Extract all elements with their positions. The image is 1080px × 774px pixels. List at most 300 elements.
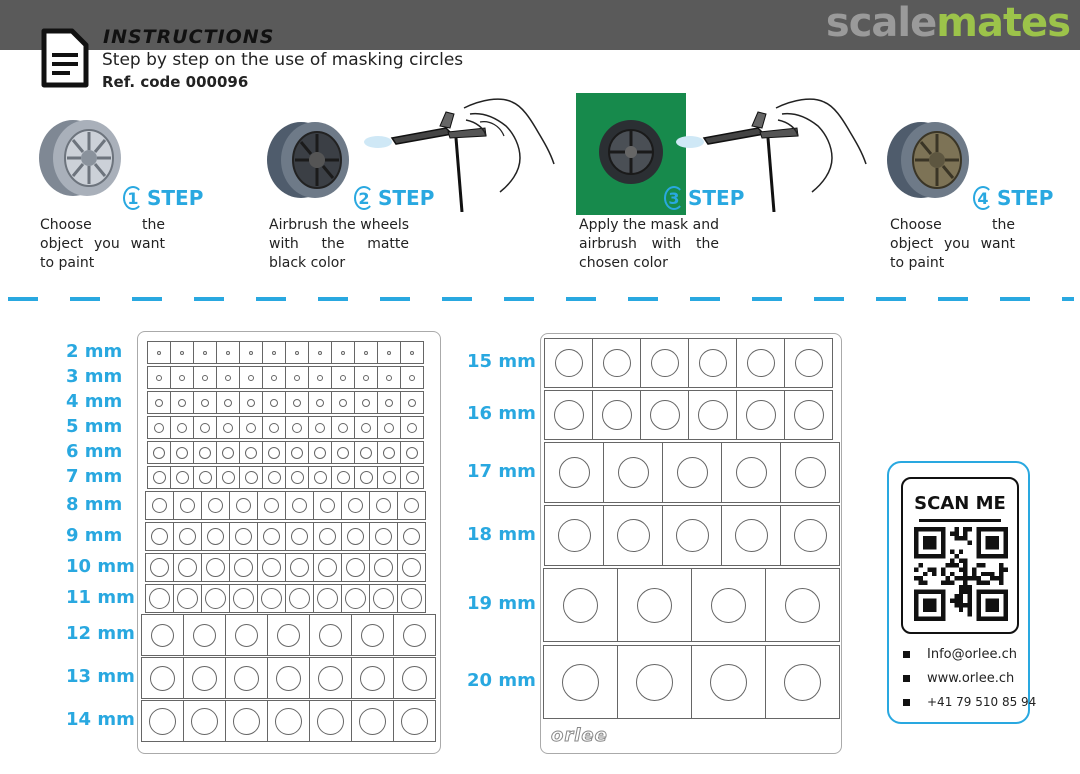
scan-me-underline bbox=[919, 519, 1001, 522]
mask-cell bbox=[147, 416, 171, 439]
mask-cell bbox=[216, 466, 240, 489]
mask-circle bbox=[360, 471, 373, 484]
mask-circle bbox=[375, 528, 392, 545]
mask-circle bbox=[246, 423, 256, 433]
mask-circle bbox=[795, 457, 826, 488]
mask-cell bbox=[229, 491, 258, 520]
mask-circle bbox=[201, 399, 209, 407]
mask-cell bbox=[309, 614, 352, 656]
step-4-label bbox=[973, 186, 1053, 210]
mask-cell bbox=[239, 416, 263, 439]
mask-cell bbox=[262, 416, 286, 439]
phone-contact[interactable] bbox=[903, 695, 1036, 709]
mask-cell bbox=[193, 391, 217, 414]
mask-cell bbox=[784, 390, 833, 440]
mask-circle bbox=[293, 399, 301, 407]
mask-circle bbox=[746, 400, 776, 430]
mask-circle bbox=[402, 666, 427, 691]
brand-part-2: mates bbox=[936, 0, 1070, 46]
mask-circle bbox=[157, 351, 161, 355]
mask-circle bbox=[224, 399, 232, 407]
size-label: 11 mm bbox=[66, 586, 135, 608]
mask-cell bbox=[216, 391, 240, 414]
mask-circle bbox=[226, 351, 230, 355]
mask-cell bbox=[147, 391, 171, 414]
size-label: 9 mm bbox=[66, 524, 123, 546]
mask-cell bbox=[262, 441, 286, 464]
mask-cell bbox=[331, 416, 355, 439]
mask-circle bbox=[192, 666, 217, 691]
mask-circle bbox=[401, 708, 428, 735]
mask-row bbox=[544, 390, 833, 440]
mask-cell bbox=[285, 441, 309, 464]
mask-circle bbox=[249, 351, 253, 355]
mask-circle bbox=[317, 375, 323, 381]
mask-circle bbox=[555, 349, 583, 377]
mask-circle bbox=[384, 423, 394, 433]
mask-circle bbox=[291, 447, 303, 459]
mask-circle bbox=[319, 528, 336, 545]
mask-row bbox=[544, 442, 840, 503]
mask-cell bbox=[765, 645, 840, 719]
mask-circle bbox=[178, 399, 186, 407]
mask-circle bbox=[784, 664, 821, 701]
size-label: 8 mm bbox=[66, 493, 123, 515]
mask-circle bbox=[156, 375, 162, 381]
bullet-icon bbox=[903, 651, 910, 658]
mask-cell bbox=[257, 522, 286, 551]
mask-circle bbox=[245, 447, 257, 459]
mask-cell bbox=[285, 491, 314, 520]
mask-cell bbox=[183, 700, 226, 742]
mask-cell bbox=[285, 341, 309, 364]
mask-circle bbox=[361, 423, 371, 433]
page-title: INSTRUCTIONS bbox=[103, 26, 275, 48]
mask-row bbox=[147, 441, 424, 464]
page-subtitle: Step by step on the use of masking circles bbox=[102, 50, 464, 70]
mask-cell bbox=[313, 584, 342, 613]
mask-circle bbox=[636, 664, 673, 701]
mask-circle bbox=[262, 558, 281, 577]
mask-cell bbox=[765, 568, 840, 642]
bullet-icon bbox=[903, 699, 910, 706]
size-label: 14 mm bbox=[66, 709, 135, 730]
mask-circle bbox=[360, 447, 372, 459]
mask-row bbox=[141, 657, 436, 699]
mask-circle bbox=[247, 399, 255, 407]
mask-circle bbox=[223, 423, 233, 433]
mask-cell bbox=[170, 441, 194, 464]
mask-circle bbox=[234, 666, 259, 691]
mask-cell bbox=[397, 553, 426, 582]
mask-cell bbox=[341, 553, 370, 582]
mask-cell bbox=[145, 584, 174, 613]
mask-circle bbox=[292, 498, 307, 513]
mask-cell bbox=[397, 522, 426, 551]
mask-cell bbox=[308, 366, 332, 389]
mask-circle bbox=[271, 375, 277, 381]
mask-circle bbox=[348, 498, 363, 513]
mask-cell bbox=[393, 614, 436, 656]
mask-circle bbox=[295, 351, 299, 355]
mask-cell bbox=[544, 505, 604, 566]
mask-row bbox=[147, 416, 424, 439]
mask-circle bbox=[410, 351, 414, 355]
mask-circle bbox=[151, 624, 174, 647]
mask-circle bbox=[363, 375, 369, 381]
step-2-label bbox=[354, 186, 434, 210]
mask-cell bbox=[201, 491, 230, 520]
mask-circle bbox=[699, 349, 727, 377]
mask-circle bbox=[383, 447, 395, 459]
scan-me-panel bbox=[887, 461, 1037, 724]
step-4-description: Choose the object you want to paint bbox=[890, 217, 1015, 271]
mask-cell bbox=[173, 553, 202, 582]
mask-circle bbox=[362, 399, 370, 407]
mask-circle bbox=[153, 447, 165, 459]
mask-row bbox=[145, 553, 426, 582]
mask-cell bbox=[285, 416, 309, 439]
size-label: 12 mm bbox=[66, 623, 135, 644]
size-label: 18 mm bbox=[467, 523, 536, 545]
mask-circle bbox=[341, 351, 345, 355]
mask-circle bbox=[294, 375, 300, 381]
mask-cell bbox=[341, 584, 370, 613]
mask-cell bbox=[736, 338, 785, 388]
mask-circle bbox=[337, 471, 350, 484]
mask-circle bbox=[406, 447, 418, 459]
mask-cell bbox=[331, 341, 355, 364]
mask-circle bbox=[179, 375, 185, 381]
mask-circle bbox=[178, 558, 197, 577]
size-label: 19 mm bbox=[467, 593, 536, 614]
mask-row bbox=[543, 568, 840, 642]
mask-circle bbox=[272, 351, 276, 355]
mask-cell bbox=[662, 442, 722, 503]
mask-circle bbox=[402, 558, 421, 577]
mask-cell bbox=[308, 466, 332, 489]
mask-cell bbox=[225, 614, 268, 656]
mask-circle bbox=[711, 588, 746, 623]
mask-cell bbox=[141, 614, 184, 656]
mask-cell bbox=[147, 441, 171, 464]
orlee-sheet-logo: orlee bbox=[551, 725, 608, 746]
mask-cell bbox=[377, 391, 401, 414]
mask-circle bbox=[263, 528, 280, 545]
mask-cell bbox=[183, 657, 226, 699]
mask-cell bbox=[354, 341, 378, 364]
mask-circle bbox=[637, 588, 672, 623]
mask-cell bbox=[313, 491, 342, 520]
step-2-text: STEP bbox=[378, 186, 435, 210]
mask-circle bbox=[676, 519, 709, 552]
mask-row bbox=[147, 466, 424, 489]
mask-cell bbox=[145, 522, 174, 551]
mask-circle bbox=[407, 423, 417, 433]
mask-cell bbox=[544, 338, 593, 388]
mask-cell bbox=[173, 491, 202, 520]
mask-row bbox=[147, 391, 424, 414]
mask-circle bbox=[383, 471, 396, 484]
mask-circle bbox=[206, 558, 225, 577]
mask-cell bbox=[257, 584, 286, 613]
mask-circle bbox=[314, 447, 326, 459]
mask-circle bbox=[151, 528, 168, 545]
mask-cell bbox=[543, 645, 618, 719]
mask-cell bbox=[400, 416, 424, 439]
document-icon bbox=[40, 27, 90, 89]
mask-cell bbox=[257, 553, 286, 582]
website-contact[interactable] bbox=[903, 671, 1014, 686]
size-label: 4 mm bbox=[66, 390, 123, 412]
mask-cell bbox=[354, 466, 378, 489]
mask-circle bbox=[736, 457, 767, 488]
mask-circle bbox=[317, 708, 344, 735]
mask-circle bbox=[558, 519, 591, 552]
size-label: 2 mm bbox=[66, 340, 123, 362]
mask-cell bbox=[351, 700, 394, 742]
mask-cell bbox=[400, 366, 424, 389]
mask-cell bbox=[308, 416, 332, 439]
mask-circle bbox=[651, 349, 679, 377]
mask-circle bbox=[193, 624, 216, 647]
mask-cell bbox=[193, 441, 217, 464]
mask-circle bbox=[559, 457, 590, 488]
mask-circle bbox=[292, 423, 302, 433]
size-label: 13 mm bbox=[66, 666, 135, 687]
mask-circle bbox=[180, 498, 195, 513]
phone-text: +41 79 510 85 94 bbox=[927, 695, 1037, 709]
mask-circle bbox=[710, 664, 747, 701]
mask-circle bbox=[650, 400, 680, 430]
website-text: www.orlee.ch bbox=[927, 671, 1015, 686]
mask-cell bbox=[331, 391, 355, 414]
mask-cell bbox=[691, 568, 766, 642]
mask-cell bbox=[369, 584, 398, 613]
mask-cell bbox=[229, 522, 258, 551]
mask-circle bbox=[207, 528, 224, 545]
mask-circle bbox=[406, 471, 419, 484]
mask-circle bbox=[203, 351, 207, 355]
mask-cell bbox=[262, 341, 286, 364]
mask-circle bbox=[149, 588, 170, 609]
step-1-text: STEP bbox=[147, 186, 204, 210]
mask-circle bbox=[177, 423, 187, 433]
qr-card bbox=[901, 477, 1019, 634]
mask-cell bbox=[216, 441, 240, 464]
mask-cell bbox=[267, 614, 310, 656]
mask-cell bbox=[369, 553, 398, 582]
mask-circle bbox=[562, 664, 599, 701]
mask-circle bbox=[208, 498, 223, 513]
mask-circle bbox=[179, 528, 196, 545]
reference-code: Ref. code 000096 bbox=[102, 73, 249, 91]
mask-circle bbox=[794, 400, 824, 430]
mask-circle bbox=[150, 558, 169, 577]
mask-cell bbox=[201, 584, 230, 613]
mask-cell bbox=[617, 645, 692, 719]
mask-cell bbox=[351, 614, 394, 656]
mask-cell bbox=[309, 657, 352, 699]
mask-cell bbox=[397, 584, 426, 613]
mask-cell bbox=[285, 553, 314, 582]
mask-circle bbox=[202, 375, 208, 381]
brand-part-1: scale bbox=[825, 0, 937, 46]
mask-circle bbox=[735, 519, 768, 552]
mask-circle bbox=[152, 498, 167, 513]
mask-cell bbox=[193, 466, 217, 489]
mask-cell bbox=[239, 341, 263, 364]
mask-cell bbox=[239, 466, 263, 489]
mask-circle bbox=[269, 423, 279, 433]
size-label: 10 mm bbox=[66, 555, 135, 577]
mask-cell bbox=[543, 568, 618, 642]
mask-row bbox=[543, 645, 840, 719]
mask-cell bbox=[309, 700, 352, 742]
mask-circle bbox=[403, 528, 420, 545]
mask-cell bbox=[170, 416, 194, 439]
mask-circle bbox=[603, 349, 631, 377]
mask-circle bbox=[235, 528, 252, 545]
mask-cell bbox=[721, 505, 781, 566]
mask-circle bbox=[154, 423, 164, 433]
mask-cell bbox=[225, 657, 268, 699]
mask-cell bbox=[377, 366, 401, 389]
mask-circle bbox=[277, 624, 300, 647]
mask-circle bbox=[618, 457, 649, 488]
mask-cell bbox=[544, 442, 604, 503]
mask-cell bbox=[341, 522, 370, 551]
mask-circle bbox=[268, 447, 280, 459]
mask-circle bbox=[385, 399, 393, 407]
mask-cell bbox=[285, 366, 309, 389]
mask-cell bbox=[285, 584, 314, 613]
mask-cell bbox=[369, 491, 398, 520]
mask-circle bbox=[315, 423, 325, 433]
mask-row bbox=[147, 341, 424, 364]
bullet-icon bbox=[903, 675, 910, 682]
mask-circle bbox=[403, 624, 426, 647]
step-1-label bbox=[123, 186, 203, 210]
mask-circle bbox=[235, 624, 258, 647]
mask-cell bbox=[640, 390, 689, 440]
mask-cell bbox=[377, 466, 401, 489]
mask-row bbox=[147, 366, 424, 389]
mask-cell bbox=[377, 341, 401, 364]
mask-cell bbox=[257, 491, 286, 520]
mask-circle bbox=[318, 666, 343, 691]
size-label: 16 mm bbox=[467, 403, 536, 424]
mask-circle bbox=[387, 351, 391, 355]
wheel-image-step-1 bbox=[37, 118, 125, 198]
mask-cell bbox=[201, 553, 230, 582]
mask-cell bbox=[262, 391, 286, 414]
mask-cell bbox=[193, 341, 217, 364]
mask-circle bbox=[317, 588, 338, 609]
size-label: 15 mm bbox=[467, 351, 536, 372]
mask-circle bbox=[376, 498, 391, 513]
mask-circle bbox=[270, 399, 278, 407]
email-text: Info@orlee.ch bbox=[927, 647, 1018, 662]
mask-circle bbox=[404, 498, 419, 513]
mask-cell bbox=[736, 390, 785, 440]
mask-cell bbox=[216, 416, 240, 439]
mask-circle bbox=[176, 447, 188, 459]
mask-cell bbox=[400, 441, 424, 464]
mask-cell bbox=[141, 657, 184, 699]
mask-cell bbox=[141, 700, 184, 742]
step-4-number: 4 bbox=[973, 186, 993, 210]
mask-cell bbox=[216, 341, 240, 364]
email-contact[interactable] bbox=[903, 647, 1017, 662]
mask-row bbox=[544, 338, 833, 388]
mask-cell bbox=[147, 366, 171, 389]
mask-cell bbox=[351, 657, 394, 699]
mask-cell bbox=[377, 416, 401, 439]
size-label: 3 mm bbox=[66, 365, 123, 387]
step-2-description: Airbrush the wheels with the matte black color bbox=[269, 217, 409, 271]
mask-cell bbox=[285, 391, 309, 414]
mask-circle bbox=[245, 471, 258, 484]
mask-circle bbox=[747, 349, 775, 377]
mask-circle bbox=[347, 528, 364, 545]
mask-cell bbox=[691, 645, 766, 719]
mask-circle bbox=[236, 498, 251, 513]
mask-circle bbox=[359, 708, 386, 735]
mask-cell bbox=[393, 700, 436, 742]
mask-circle bbox=[401, 588, 422, 609]
mask-circle bbox=[176, 471, 189, 484]
mask-circle bbox=[261, 588, 282, 609]
mask-cell bbox=[201, 522, 230, 551]
mask-cell bbox=[603, 442, 663, 503]
mask-circle bbox=[373, 588, 394, 609]
step-3-text: STEP bbox=[688, 186, 745, 210]
qr-code-icon[interactable] bbox=[914, 527, 1008, 621]
mask-cell bbox=[239, 391, 263, 414]
mask-circle bbox=[345, 588, 366, 609]
mask-cell bbox=[780, 505, 840, 566]
mask-cell bbox=[313, 522, 342, 551]
mask-cell bbox=[313, 553, 342, 582]
mask-cell bbox=[377, 441, 401, 464]
size-label: 7 mm bbox=[66, 465, 123, 487]
mask-cell bbox=[170, 466, 194, 489]
scalemates-logo[interactable] bbox=[826, 0, 1070, 50]
mask-cell bbox=[229, 584, 258, 613]
mask-cell bbox=[308, 391, 332, 414]
mask-cell bbox=[239, 366, 263, 389]
mask-circle bbox=[602, 400, 632, 430]
mask-circle bbox=[177, 588, 198, 609]
mask-circle bbox=[291, 471, 304, 484]
mask-circle bbox=[180, 351, 184, 355]
mask-cell bbox=[267, 657, 310, 699]
mask-row bbox=[145, 522, 426, 551]
step-2-number: 2 bbox=[354, 186, 374, 210]
mask-cell bbox=[640, 338, 689, 388]
wheel-image-step-4 bbox=[885, 120, 973, 200]
mask-circle bbox=[222, 447, 234, 459]
mask-cell bbox=[285, 466, 309, 489]
mask-circle bbox=[338, 423, 348, 433]
mask-row bbox=[145, 584, 426, 613]
mask-cell bbox=[331, 441, 355, 464]
mask-cell bbox=[308, 341, 332, 364]
mask-circle bbox=[340, 375, 346, 381]
mask-circle bbox=[554, 400, 584, 430]
mask-circle bbox=[698, 400, 728, 430]
